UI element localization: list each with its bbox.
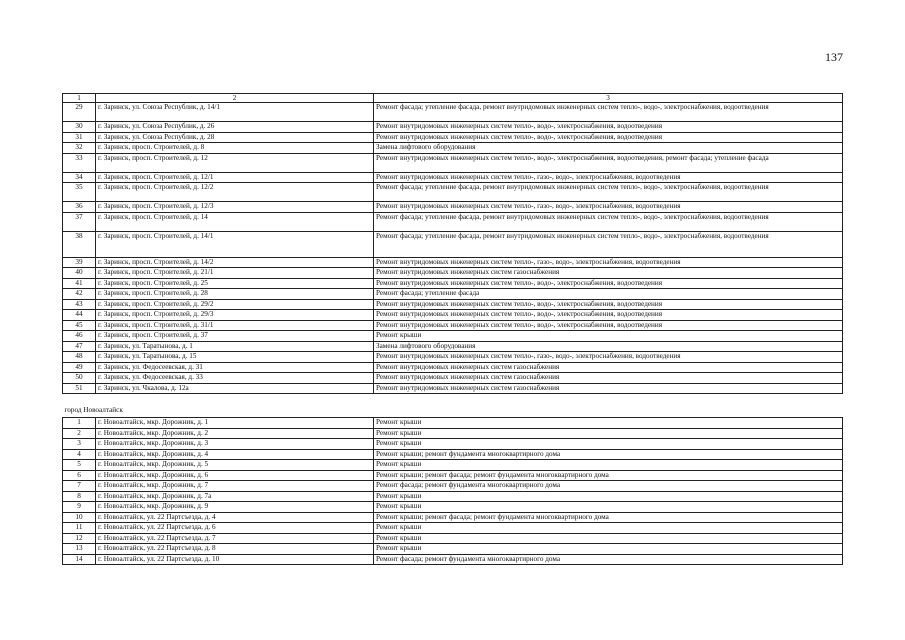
table-row	[63, 299, 843, 310]
row-number: 6	[63, 470, 96, 481]
row-address: г. Заринск, ул. Таратынова, д. 1	[96, 341, 374, 352]
row-address: г. Заринск, просп. Строителей, д. 12/2	[96, 183, 374, 202]
row-address: г. Заринск, просп. Строителей, д. 12/1	[96, 172, 374, 183]
table-row	[63, 202, 843, 213]
row-number: 37	[63, 212, 96, 231]
row-work: Ремонт крыши	[374, 439, 843, 450]
row-number: 8	[63, 491, 96, 502]
row-work: Ремонт крыши	[374, 418, 843, 429]
row-number: 14	[63, 554, 96, 565]
row-number: 45	[63, 320, 96, 331]
row-address: г. Новоалтайск, ул. 22 Партсъезда, д. 7	[96, 533, 374, 544]
row-number: 31	[63, 132, 96, 143]
row-work: Ремонт крыши	[374, 544, 843, 555]
row-work: Ремонт внутридомовых инженерных систем тепло-, водо-, электроснабжения, водоотведения	[374, 299, 843, 310]
row-number: 36	[63, 202, 96, 213]
row-number: 3	[63, 439, 96, 450]
row-work: Ремонт внутридомовых инженерных систем газоснабжения	[374, 383, 843, 394]
row-number: 43	[63, 299, 96, 310]
table-row	[63, 428, 843, 439]
row-work: Замена лифтового оборудования	[374, 143, 843, 154]
table-row	[63, 523, 843, 534]
table-row	[63, 289, 843, 300]
row-number: 11	[63, 523, 96, 534]
row-address: г. Заринск, просп. Строителей, д. 25	[96, 278, 374, 289]
row-work: Ремонт крыши; ремонт фундамента многоквартирного дома	[374, 449, 843, 460]
row-number: 2	[63, 428, 96, 439]
row-address: г. Новоалтайск, ул. 22 Партсъезда, д. 4	[96, 512, 374, 523]
row-address: г. Заринск, ул. Федосеевская, д. 33	[96, 373, 374, 384]
table-row	[63, 172, 843, 183]
row-work: Ремонт фасада; утепление фасада, ремонт внутридомовых инженерных систем тепло-, водо-, электроснабжения, водоотведения	[374, 212, 843, 231]
section-row	[63, 394, 843, 418]
row-number: 4	[63, 449, 96, 460]
row-address: г. Новоалтайск, ул. 22 Партсъезда, д. 8	[96, 544, 374, 555]
table-row	[63, 310, 843, 321]
row-number: 51	[63, 383, 96, 394]
table-row	[63, 544, 843, 555]
row-address: г. Новоалтайск, мкр. Дорожник, д. 9	[96, 502, 374, 513]
row-address: г. Заринск, просп. Строителей, д. 12/3	[96, 202, 374, 213]
row-number: 29	[63, 103, 96, 122]
section-title: город Новоалтайск	[64, 406, 123, 415]
table-row	[63, 373, 843, 384]
table-row	[63, 331, 843, 342]
row-work: Замена лифтового оборудования	[374, 341, 843, 352]
row-work: Ремонт внутридомовых инженерных систем тепло-, водо-, электроснабжения, водоотведения	[374, 132, 843, 143]
row-number: 46	[63, 331, 96, 342]
row-work: Ремонт внутридомовых инженерных систем тепло-, водо-, электроснабжения, водоотведения	[374, 278, 843, 289]
table-row	[63, 362, 843, 373]
row-address: г. Заринск, ул. Союза Республик, д. 14/1	[96, 103, 374, 122]
row-work: Ремонт внутридомовых инженерных систем газоснабжения	[374, 362, 843, 373]
row-number: 44	[63, 310, 96, 321]
row-number: 47	[63, 341, 96, 352]
table-row	[63, 554, 843, 565]
row-work: Ремонт фасада; утепление фасада, ремонт внутридомовых инженерных систем тепло-, водо-, электроснабжения, водоотведения	[374, 103, 843, 122]
row-number: 13	[63, 544, 96, 555]
row-work: Ремонт фасада; ремонт фундамента многоквартирного дома	[374, 554, 843, 565]
table-row	[63, 470, 843, 481]
column-header-row	[63, 94, 843, 103]
table-row	[63, 132, 843, 143]
row-number: 35	[63, 183, 96, 202]
row-number: 30	[63, 122, 96, 133]
row-number: 49	[63, 362, 96, 373]
row-number: 7	[63, 481, 96, 492]
row-number: 12	[63, 533, 96, 544]
row-work: Ремонт внутридомовых инженерных систем тепло-, газо-, водо-, электроснабжения, водоотведения	[374, 202, 843, 213]
repair-table	[62, 93, 843, 565]
row-number: 50	[63, 373, 96, 384]
row-work: Ремонт внутридомовых инженерных систем тепло-, водо-, электроснабжения, водоотведения	[374, 320, 843, 331]
table-row	[63, 257, 843, 268]
row-work: Ремонт фасада; ремонт фундамента многоквартирного дома	[374, 481, 843, 492]
row-work: Ремонт крыши; ремонт фасада; ремонт фундамента многоквартирного дома	[374, 470, 843, 481]
row-number: 40	[63, 268, 96, 279]
row-number: 48	[63, 352, 96, 363]
table-row	[63, 341, 843, 352]
table-row	[63, 103, 843, 122]
page-number: 137	[825, 50, 843, 64]
row-address: г. Заринск, просп. Строителей, д. 37	[96, 331, 374, 342]
row-address: г. Заринск, просп. Строителей, д. 14/2	[96, 257, 374, 268]
table-row	[63, 352, 843, 363]
row-number: 32	[63, 143, 96, 154]
row-address: г. Новоалтайск, мкр. Дорожник, д. 4	[96, 449, 374, 460]
table-row	[63, 153, 843, 172]
row-number: 34	[63, 172, 96, 183]
table-row	[63, 502, 843, 513]
row-work: Ремонт внутридомовых инженерных систем газоснабжения	[374, 268, 843, 279]
row-number: 9	[63, 502, 96, 513]
row-work: Ремонт крыши; ремонт фасада; ремонт фундамента многоквартирного дома	[374, 512, 843, 523]
column-header-number: 1	[63, 94, 96, 103]
row-work: Ремонт внутридомовых инженерных систем тепло-, водо-, электроснабжения, водоотведения	[374, 310, 843, 321]
row-address: г. Новоалтайск, мкр. Дорожник, д. 2	[96, 428, 374, 439]
table-row	[63, 460, 843, 471]
table-row	[63, 183, 843, 202]
row-work: Ремонт крыши	[374, 331, 843, 342]
row-address: г. Заринск, просп. Строителей, д. 28	[96, 289, 374, 300]
table-row	[63, 278, 843, 289]
table-row	[63, 481, 843, 492]
row-address: г. Заринск, просп. Строителей, д. 29/3	[96, 310, 374, 321]
row-address: г. Новоалтайск, ул. 22 Партсъезда, д. 10	[96, 554, 374, 565]
row-work: Ремонт крыши	[374, 460, 843, 471]
row-number: 1	[63, 418, 96, 429]
row-address: г. Новоалтайск, мкр. Дорожник, д. 6	[96, 470, 374, 481]
row-work: Ремонт фасада; утепление фасада, ремонт внутридомовых инженерных систем тепло-, водо-, электроснабжения, водоотведения	[374, 231, 843, 257]
row-address: г. Заринск, просп. Строителей, д. 21/1	[96, 268, 374, 279]
row-number: 42	[63, 289, 96, 300]
column-header-work: 3	[374, 94, 843, 103]
table-row	[63, 439, 843, 450]
row-work: Ремонт фасада; утепление фасада	[374, 289, 843, 300]
row-work: Ремонт фасада; утепление фасада, ремонт внутридомовых инженерных систем тепло-, водо-, электроснабжения, водоотведения	[374, 183, 843, 202]
row-address: г. Заринск, ул. Чкалова, д. 12а	[96, 383, 374, 394]
row-address: г. Заринск, просп. Строителей, д. 29/2	[96, 299, 374, 310]
row-work: Ремонт внутридомовых инженерных систем газоснабжения	[374, 373, 843, 384]
row-work: Ремонт внутридомовых инженерных систем тепло-, газо-, водо-, электроснабжения, водоотведения	[374, 352, 843, 363]
row-number: 39	[63, 257, 96, 268]
row-work: Ремонт крыши	[374, 502, 843, 513]
row-address: г. Заринск, ул. Федосеевская, д. 31	[96, 362, 374, 373]
row-address: г. Заринск, просп. Строителей, д. 12	[96, 153, 374, 172]
table-row	[63, 383, 843, 394]
row-address: г. Новоалтайск, мкр. Дорожник, д. 5	[96, 460, 374, 471]
row-work: Ремонт внутридомовых инженерных систем тепло-, газо-, водо-, электроснабжения, водоотведения	[374, 257, 843, 268]
table-row	[63, 212, 843, 231]
row-number: 10	[63, 512, 96, 523]
table-row	[63, 231, 843, 257]
table-row	[63, 143, 843, 154]
table-row	[63, 491, 843, 502]
row-work: Ремонт внутридомовых инженерных систем тепло-, водо-, электроснабжения, водоотведения, ремонт фасада; утепление фасада	[374, 153, 843, 172]
table-row	[63, 268, 843, 279]
row-address: г. Новоалтайск, мкр. Дорожник, д. 7	[96, 481, 374, 492]
row-number: 5	[63, 460, 96, 471]
row-number: 38	[63, 231, 96, 257]
column-header-address: 2	[96, 94, 374, 103]
table-row	[63, 449, 843, 460]
row-address: г. Заринск, ул. Таратынова, д. 15	[96, 352, 374, 363]
row-work: Ремонт крыши	[374, 428, 843, 439]
row-work: Ремонт крыши	[374, 491, 843, 502]
row-address: г. Новоалтайск, мкр. Дорожник, д. 1	[96, 418, 374, 429]
row-address: г. Новоалтайск, мкр. Дорожник, д. 7а	[96, 491, 374, 502]
row-address: г. Заринск, просп. Строителей, д. 8	[96, 143, 374, 154]
row-address: г. Заринск, ул. Союза Республик, д. 28	[96, 132, 374, 143]
row-work: Ремонт крыши	[374, 533, 843, 544]
row-address: г. Заринск, просп. Строителей, д. 14/1	[96, 231, 374, 257]
table-row	[63, 512, 843, 523]
row-number: 41	[63, 278, 96, 289]
row-work: Ремонт внутридомовых инженерных систем тепло-, водо-, электроснабжения, водоотведения	[374, 122, 843, 133]
row-address: г. Заринск, ул. Союза Республик, д. 26	[96, 122, 374, 133]
table-row	[63, 320, 843, 331]
row-address: г. Новоалтайск, ул. 22 Партсъезда, д. 6	[96, 523, 374, 534]
row-work: Ремонт крыши	[374, 523, 843, 534]
row-address: г. Новоалтайск, мкр. Дорожник, д. 3	[96, 439, 374, 450]
row-address: г. Заринск, просп. Строителей, д. 14	[96, 212, 374, 231]
table-row	[63, 122, 843, 133]
row-address: г. Заринск, просп. Строителей, д. 31/1	[96, 320, 374, 331]
table-row	[63, 533, 843, 544]
row-number: 33	[63, 153, 96, 172]
row-work: Ремонт внутридомовых инженерных систем тепло-, газо-, водо-, электроснабжения, водоотведения	[374, 172, 843, 183]
table-row	[63, 418, 843, 429]
